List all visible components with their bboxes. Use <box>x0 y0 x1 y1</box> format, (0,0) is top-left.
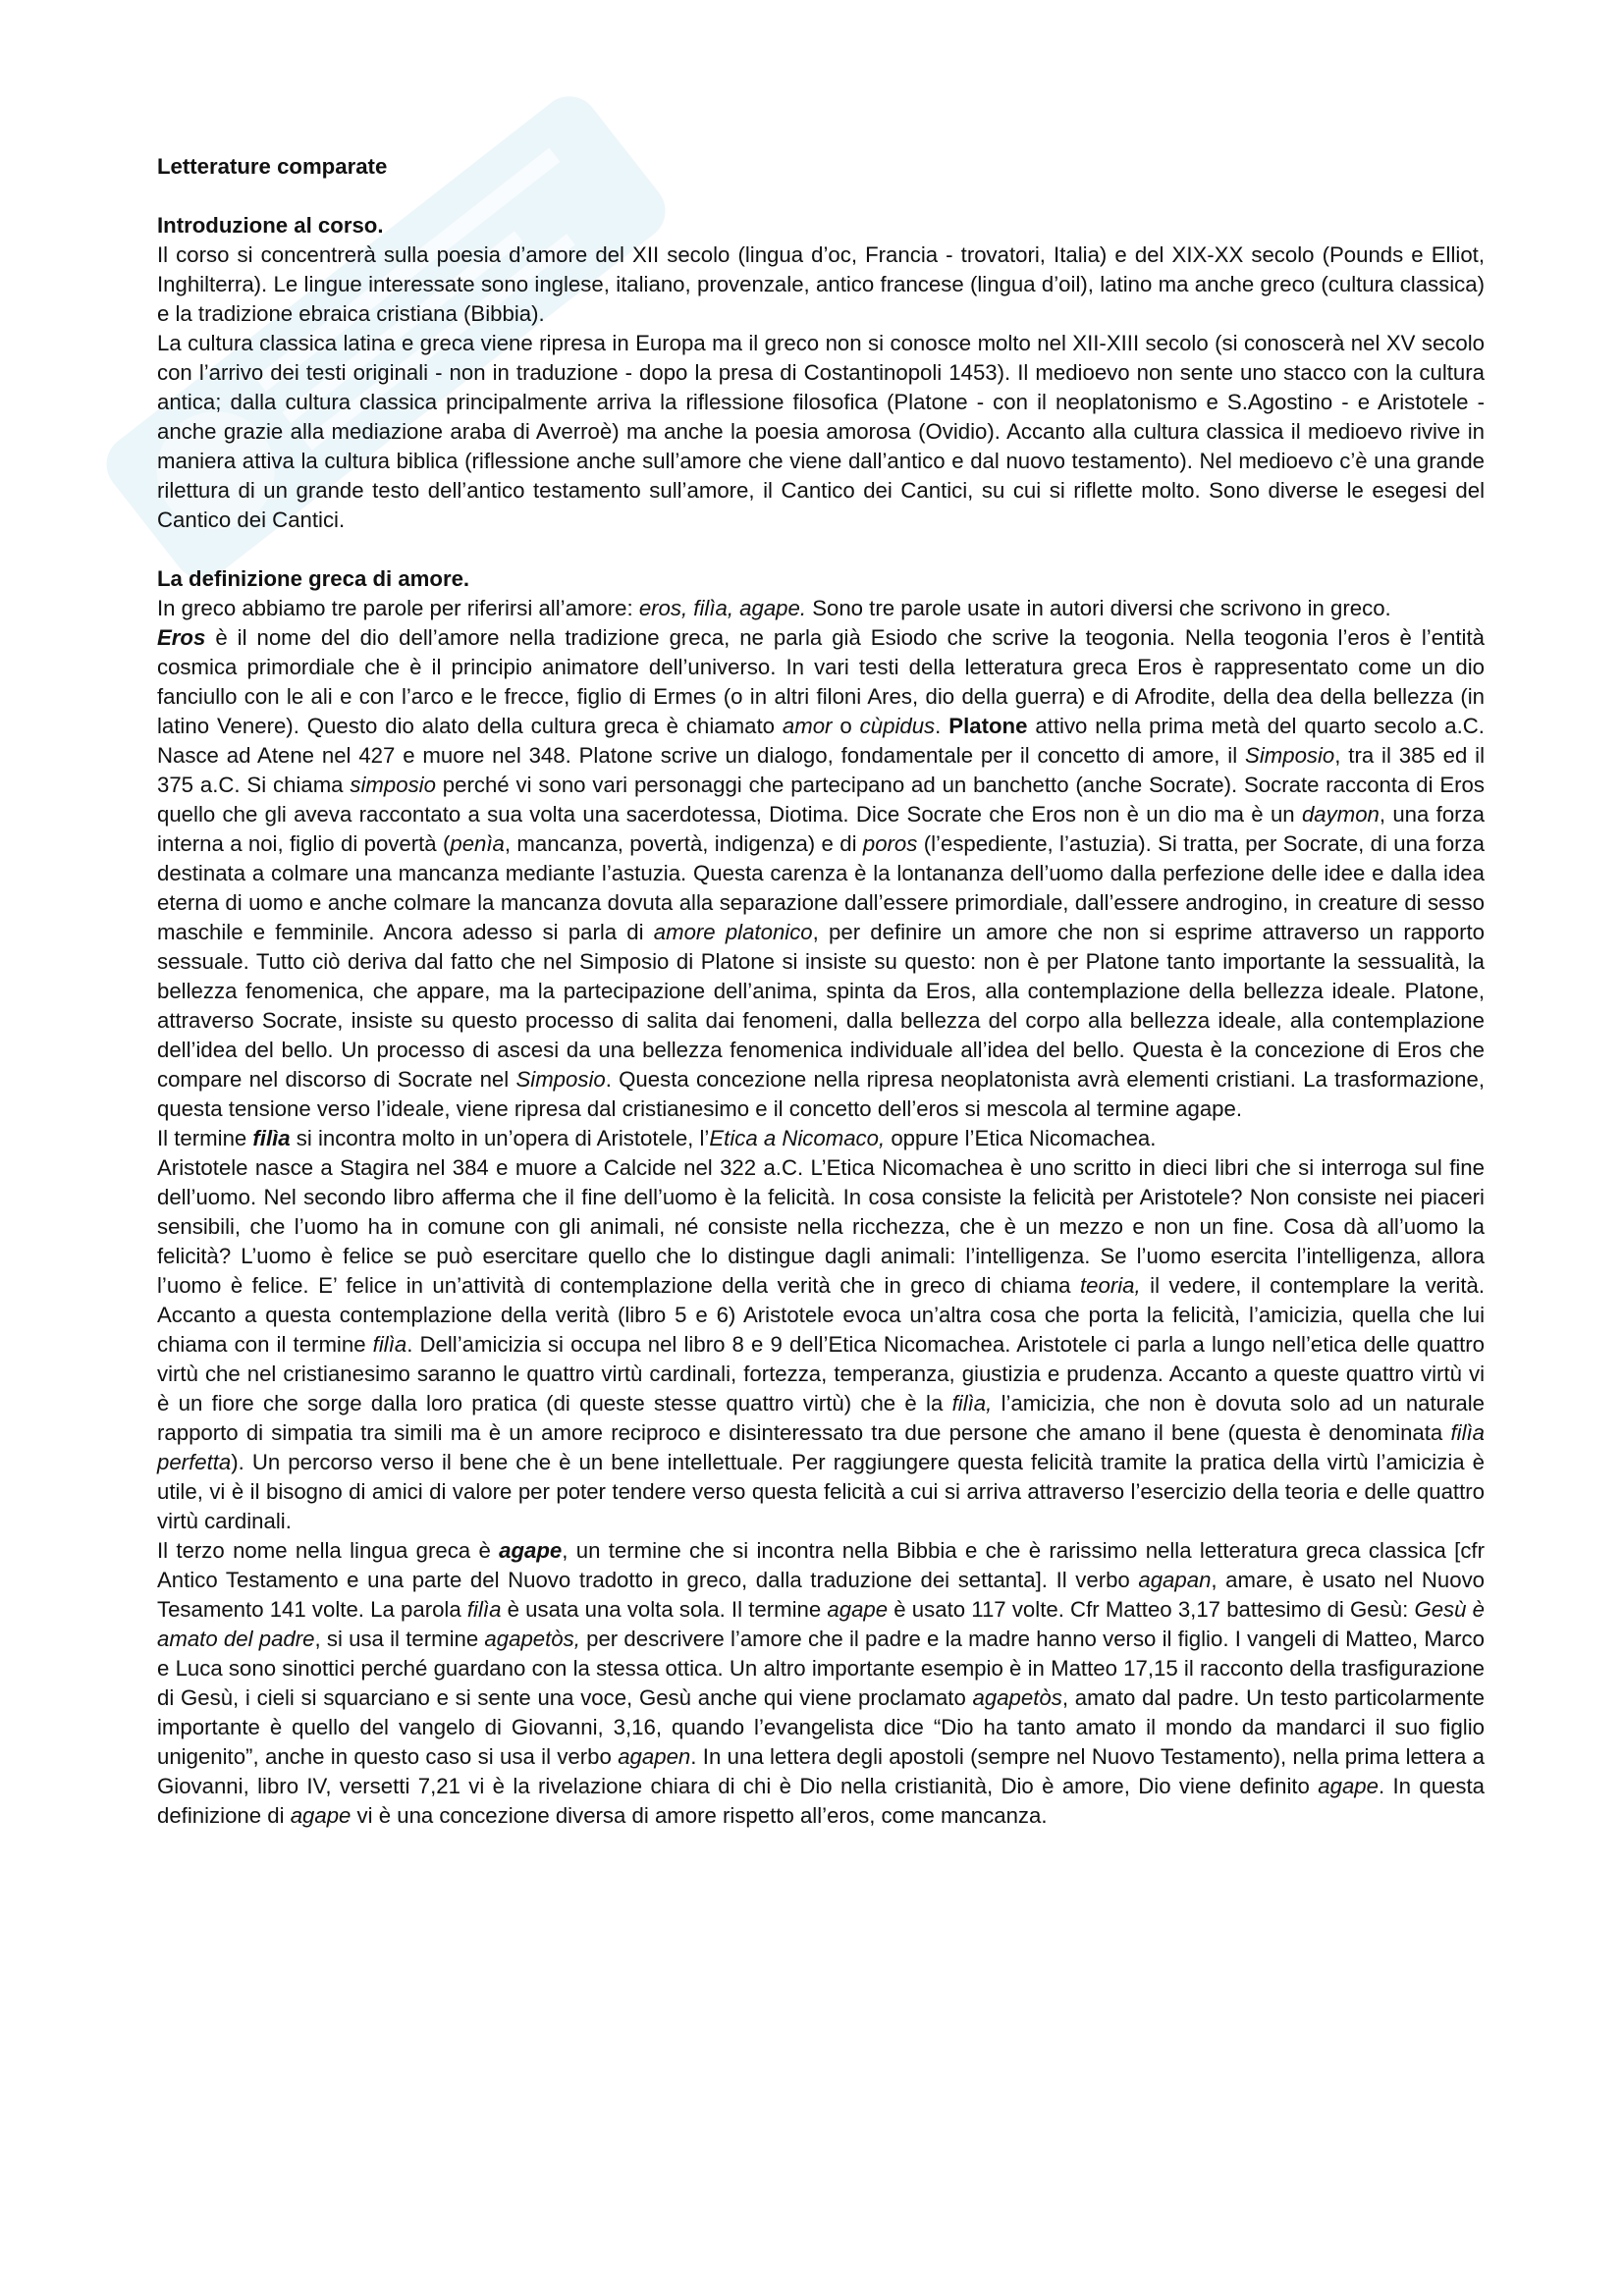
section <box>157 211 1485 535</box>
text-run: . Dell’amicizia si occupa nel libro 8 e 9 dell’Etica Nicomachea. Aristotele ci parla a lungo nell’etica delle quattro virtù che nel cristianesimo saranno le quattro virtù cardinali, fortezza, temperanza, giustizia e prudenza. Accanto a queste quattro virtù vi è un fiore che sorge dalla loro pratica (di queste stesse quattro virtù) che è la <box>157 1332 1485 1415</box>
text-run: filìa <box>252 1126 291 1150</box>
text-run: oppure l’Etica Nicomachea. <box>885 1126 1157 1150</box>
text-run: poros <box>862 831 918 856</box>
text-run: agape <box>290 1803 352 1828</box>
text-run: La cultura classica latina e greca viene ripresa in Europa ma il greco non si conosce molto nel XII-XIII secolo (si conoscerà nel XV secolo con l’arrivo dei testi originali - non in traduzione - dopo la presa di Costantinopoli 1453). Il medioevo non sente uno stacco con la cultura antica; dalla cultura classica principalmente arriva la riflessione filosofica (Platone - con il neoplatonismo e S.Agostino - e Aristotele - anche grazie alla mediazione araba di Averroè) ma anche la poesia amorosa (Ovidio). Accanto alla cultura classica il medioevo rivive in maniera attiva la cultura biblica (riflessione anche sull’amore che viene dall’antico e dal nuovo testamento). Nel medioevo c’è una grande rilettura di un grande testo dell’antico testamento sull’amore, il Cantico dei Cantici, su cui si riflette molto. Sono diverse le esegesi del Cantico dei Cantici. <box>157 331 1485 532</box>
text-run: Etica a Nicomaco, <box>709 1126 886 1150</box>
text-run: vi è una concezione diversa di amore rispetto all’eros, come mancanza. <box>351 1803 1048 1828</box>
text-run: , amato dal padre. Un testo particolarmente importante è quello del vangelo di Giovanni, 3,16, quando l’evangelista dice “Dio ha tanto amato il mondo da mandarci il suo figlio unigenito”, anche in questo caso si usa il verbo <box>157 1685 1485 1769</box>
paragraph <box>157 240 1485 329</box>
text-run: agapetòs <box>972 1685 1062 1710</box>
text-run: penìa <box>450 831 505 856</box>
text-run: agapen <box>618 1744 691 1769</box>
text-run: Eros <box>157 625 206 650</box>
text-run: agape <box>499 1538 563 1563</box>
text-run: Il corso si concentrerà sulla poesia d’amore del XII secolo (lingua d’oc, Francia - trovatori, Italia) e del XIX-XX secolo (Pounds e Elliot, Inghilterra). Le lingue interessate sono inglese, italiano, provenzale, antico francese (lingua d’oil), latino ma anche greco (cultura classica) e la tradizione ebraica cristiana (Bibbia). <box>157 242 1485 326</box>
paragraph <box>157 1536 1485 1831</box>
text-run: è il nome del dio dell’amore nella tradizione greca, ne parla già Esiodo che scrive la teogonia. Nella teogonia l’eros è l’entità cosmica primordiale che è il principio animatore dell’universo. In vari testi della letteratura greca Eros è rappresentato come un dio fanciullo con le ali e con l’arco e le frecce, figlio di Ermes (o in altri filoni Ares, dio della guerra) e di Afrodite, della dea della bellezza (in latino Venere). Questo dio alato della cultura greca è chiamato <box>157 625 1485 738</box>
section-heading: Introduzione al corso. <box>157 213 384 238</box>
text-run: attivo nella prima metà del quarto secolo a.C. Nasce ad Atene nel 427 e muore nel 348. Platone scrive un dialogo, fondamentale per il concetto di amore, il <box>157 714 1485 768</box>
text-run: , una forza interna a noi, figlio di povertà ( <box>157 802 1485 856</box>
text-run: . In una lettera degli apostoli (sempre nel Nuovo Testamento), nella prima lettera a Giovanni, libro IV, versetti 7,21 vi è la rivelazione chiara di chi è Dio nella cristianità, Dio è amore, Dio viene definito <box>157 1744 1485 1798</box>
text-run: filìa <box>372 1332 407 1357</box>
text-run: Platone <box>948 714 1028 738</box>
text-run: Simposio <box>515 1067 606 1092</box>
text-run: Simposio <box>1245 743 1335 768</box>
paragraph <box>157 1124 1485 1153</box>
text-run: o <box>832 714 860 738</box>
document-body <box>157 211 1485 1831</box>
document-page <box>157 152 1485 1860</box>
text-run: perché vi sono vari personaggi che partecipano ad un banchetto (anche Socrate). Socrate racconta di Eros quello che gli aveva raccontato a sua volta una sacerdotessa, Diotima. Dice Socrate che Eros non è un dio ma è un <box>157 773 1485 827</box>
text-run: daymon <box>1301 802 1380 827</box>
text-run: filìa perfetta <box>157 1420 1485 1474</box>
text-run: Gesù è amato del padre <box>157 1597 1485 1651</box>
text-run: è usato 117 volte. Cfr Matteo 3,17 battesimo di Gesù: <box>888 1597 1415 1622</box>
text-run: Sono tre parole usate in autori diversi che scrivono in greco. <box>806 596 1391 620</box>
document-title: Letterature comparate <box>157 154 388 179</box>
text-run: il vedere, il contemplare la verità. Accanto a questa contemplazione della verità (libro 5 e 6) Aristotele evoca un’altra cosa che porta la felicità, l’amicizia, quella che lui chiama con il termine <box>157 1273 1485 1357</box>
text-run: simposio <box>350 773 436 797</box>
text-run: filìa, <box>951 1391 993 1415</box>
text-run: In greco abbiamo tre parole per riferirsi all’amore: <box>157 596 639 620</box>
paragraph <box>157 623 1485 1124</box>
text-run: eros, filìa, agape. <box>638 596 807 620</box>
text-run: agape <box>827 1597 889 1622</box>
text-run: agapetòs, <box>484 1627 580 1651</box>
text-run: . Questa concezione nella ripresa neoplatonista avrà elementi cristiani. La trasformazione, questa tensione verso l’ideale, viene ripresa dal cristianesimo e il concetto dell’eros si mescola al termine agape. <box>157 1067 1485 1121</box>
paragraph <box>157 329 1485 535</box>
paragraph <box>157 1153 1485 1536</box>
text-run: è usata una volta sola. Il termine <box>501 1597 828 1622</box>
text-run: teoria, <box>1080 1273 1141 1298</box>
text-run: amor <box>782 714 833 738</box>
text-run: filìa <box>466 1597 502 1622</box>
text-run: , un termine che si incontra nella Bibbia e che è rarissimo nella letteratura greca classica [cfr Antico Testamento e una parte del Nuovo tradotto in greco, dalla traduzione dei settanta]. Il verbo <box>157 1538 1485 1592</box>
text-run: , amare, è usato nel Nuovo Tesamento 141 volte. La parola <box>157 1568 1485 1622</box>
text-run: , mancanza, povertà, indigenza) e di <box>504 831 863 856</box>
text-run: agapan <box>1138 1568 1212 1592</box>
text-run: , si usa il termine <box>314 1627 485 1651</box>
text-run: (l’espediente, l’astuzia). Si tratta, per Socrate, di una forza destinata a colmare una mancanza mediante l’astuzia. Questa carenza è la lontananza dell’uomo dalla perfezione delle idee e dalla idea eterna di uomo e anche colmare la mancanza dovuta alla separazione dall’essere primordiale, dall’essere androgino, in creature di sesso maschile e femminile. Ancora adesso si parla di <box>157 831 1485 944</box>
text-run: . <box>935 714 949 738</box>
text-run: per descrivere l’amore che il padre e la madre hanno verso il figlio. I vangeli di Matteo, Marco e Luca sono sinottici perché guardano con la stessa ottica. Un altro importante esempio è in Matteo 17,15 il racconto della trasfigurazione di Gesù, i cieli si squarciano e si sente una voce, Gesù anche qui viene proclamato <box>157 1627 1485 1710</box>
text-run: Il terzo nome nella lingua greca è <box>157 1538 500 1563</box>
text-run: Aristotele nasce a Stagira nel 384 e muore a Calcide nel 322 a.C. L’Etica Nicomachea è uno scritto in dieci libri che si interroga sul fine dell’uomo. Nel secondo libro afferma che il fine dell’uomo è la felicità. In cosa consiste la felicità per Aristotele? Non consiste nei piaceri sensibili, che l’uomo ha in comune con gli animali, né consiste nella ricchezza, che è un mezzo e non un fine. Cosa dà all’uomo la felicità? L’uomo è felice se può esercitare quello che lo distingue dagli animali: l’intelligenza. Se l’uomo esercita l’intelligenza, allora l’uomo è felice. E’ felice in un’attività di contemplazione della verità che in greco di chiama <box>157 1155 1485 1298</box>
text-run: l’amicizia, che non è dovuta solo ad un naturale rapporto di simpatia tra simili ma è un amore reciproco e disinteressato tra due persone che amano il bene (questa è denominata <box>157 1391 1485 1445</box>
text-run: cùpidus <box>859 714 936 738</box>
text-run: amore platonico <box>653 920 813 944</box>
paragraph <box>157 594 1485 623</box>
text-run: Il termine <box>157 1126 253 1150</box>
text-run: agape <box>1318 1774 1379 1798</box>
text-run: , tra il 385 ed il 375 a.C. Si chiama <box>157 743 1486 797</box>
section-heading: La definizione greca di amore. <box>157 566 470 591</box>
text-run: si incontra molto in un’opera di Aristotele, l’ <box>290 1126 710 1150</box>
text-run: . In questa definizione di <box>157 1774 1485 1828</box>
text-run: ). Un percorso verso il bene che è un bene intellettuale. Per raggiungere questa felicità tramite la pratica della virtù l’amicizia è utile, vi è il bisogno di amici di valore per poter tendere verso questa felicità a cui si arriva attraverso l’esercizio della teoria e delle quattro virtù cardinali. <box>157 1450 1485 1533</box>
text-run: , per definire un amore che non si esprime attraverso un rapporto sessuale. Tutto ciò deriva dal fatto che nel Simposio di Platone si insiste su questo: non è per Platone tanto importante la sessualità, la bellezza fenomenica, che appare, ma la partecipazione dell’anima, spinta da Eros, alla contemplazione della bellezza ideale. Platone, attraverso Socrate, insiste su questo processo di salita dai fenomeni, dalla bellezza del corpo alla bellezza ideale, alla contemplazione dell’idea del bello. Un processo di ascesi da una bellezza fenomenica individuale all’idea del bello. Questa è la concezione di Eros che compare nel discorso di Socrate nel <box>157 920 1485 1092</box>
section <box>157 564 1485 1831</box>
